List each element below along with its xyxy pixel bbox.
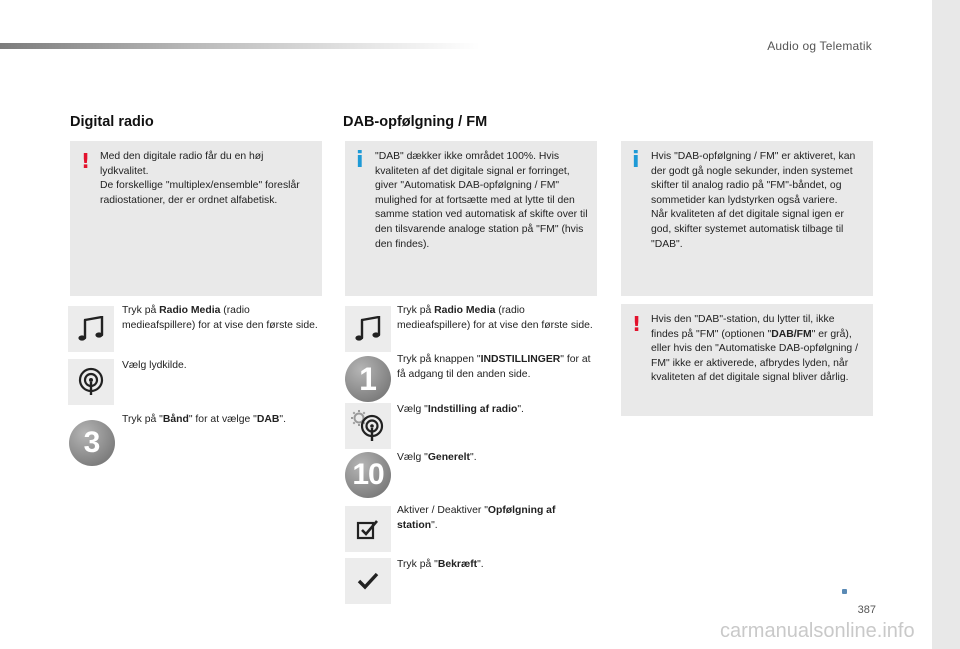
dab-coverage-info-text: "DAB" dækker ikke området 100%. Hvis kvaliteten af det digitale signal er forringet, giver "Automatisk DAB-opfølgning / FM" mulighed for at fortsætte med at lytte til den samme station ved automatisk af skifte over til den tilsvarende analoge station på "FM" (hvis den findes). bbox=[375, 151, 588, 250]
radio-signal-icon bbox=[76, 367, 106, 397]
middle-step-1: Tryk på Radio Media (radio medieafspillere) for at vise den første side. bbox=[397, 305, 593, 331]
warning-exclamation-icon: ! bbox=[81, 149, 91, 173]
middle-step-2: Tryk på knappen "INDSTILLINGER" for at få adgang til den anden side. bbox=[397, 354, 591, 380]
dab-switching-info-line2: Når kvaliteten af det digitale signal igen er god, skifter systemet automatisk tilbage til "DAB". bbox=[651, 209, 844, 250]
warning-text-line2: De forskellige "multiplex/ensemble" foreslår radiostationer, der er ordnet alfabetisk. bbox=[100, 180, 300, 206]
info-icon: i bbox=[356, 148, 364, 173]
dab-switching-info-line1: Hvis "DAB-opfølgning / FM" er aktiveret, kan der godt gå nogle sekunder, inden systemet skifter til analog radio på "FM"-båndet, og sommetider kan lydstyrken også variere. bbox=[651, 151, 856, 206]
left-step-1: Tryk på Radio Media (radio medieafspillere) for at vise den første side. bbox=[122, 305, 318, 331]
middle-step-5: Aktiver / Deaktiver "Opfølgning af station". bbox=[397, 505, 556, 531]
left-step-2: Vælg lydkilde. bbox=[122, 360, 187, 371]
left-step-3: Tryk på "Bånd" for at vælge "DAB". bbox=[122, 414, 286, 425]
settings-radio-icon bbox=[350, 409, 386, 443]
dab-fm-warning-note bbox=[621, 304, 873, 416]
step-number-badge-10: 10 bbox=[345, 452, 391, 498]
warning-text-line1: Med den digitale radio får du en høj lydkvalitet. bbox=[100, 151, 264, 177]
page-edge-sidebar bbox=[932, 0, 960, 649]
page-number: 387 bbox=[857, 604, 876, 616]
checkmark-icon bbox=[357, 571, 379, 591]
step-number-badge-3: 3 bbox=[69, 420, 115, 466]
step-number-badge-1: 1 bbox=[345, 356, 391, 402]
digital-radio-warning-note bbox=[70, 141, 322, 296]
middle-step-4: Vælg "Generelt". bbox=[397, 452, 477, 463]
dab-coverage-info-note bbox=[345, 141, 597, 296]
digital-radio-heading: Digital radio bbox=[70, 114, 154, 130]
dab-switching-info-note bbox=[621, 141, 873, 296]
music-note-icon bbox=[76, 316, 106, 342]
music-note-icon bbox=[353, 316, 383, 342]
dab-fm-warning-text: Hvis den "DAB"-station, du lytter til, ikke findes på "FM" (optionen "DAB/FM" er grå), eller hvis den "Automatiske DAB-opfølgning / FM" ikke er aktiverede, afbrydes lyden, når kvaliteten af det digitale signal bliver dårlig. bbox=[651, 314, 858, 384]
middle-step-6: Tryk på "Bekræft". bbox=[397, 559, 484, 570]
confirm-icon-box bbox=[345, 558, 391, 604]
toggle-checkbox-icon-box bbox=[345, 506, 391, 552]
warning-exclamation-icon: ! bbox=[632, 312, 642, 336]
middle-step-3: Vælg "Indstilling af radio". bbox=[397, 404, 524, 415]
info-icon: i bbox=[632, 148, 640, 173]
radio-media-button-icon bbox=[68, 306, 114, 352]
source-button-icon bbox=[68, 359, 114, 405]
radio-media-button-icon-2 bbox=[345, 306, 391, 352]
radio-settings-button-icon bbox=[345, 403, 391, 449]
section-title: Audio og Telematik bbox=[767, 39, 872, 53]
header-gradient-bar bbox=[0, 43, 480, 49]
checkbox-icon bbox=[356, 518, 380, 540]
page-marker bbox=[842, 589, 847, 594]
dab-fm-heading: DAB-opfølgning / FM bbox=[343, 114, 488, 130]
watermark: carmanualsonline.info bbox=[720, 620, 915, 642]
